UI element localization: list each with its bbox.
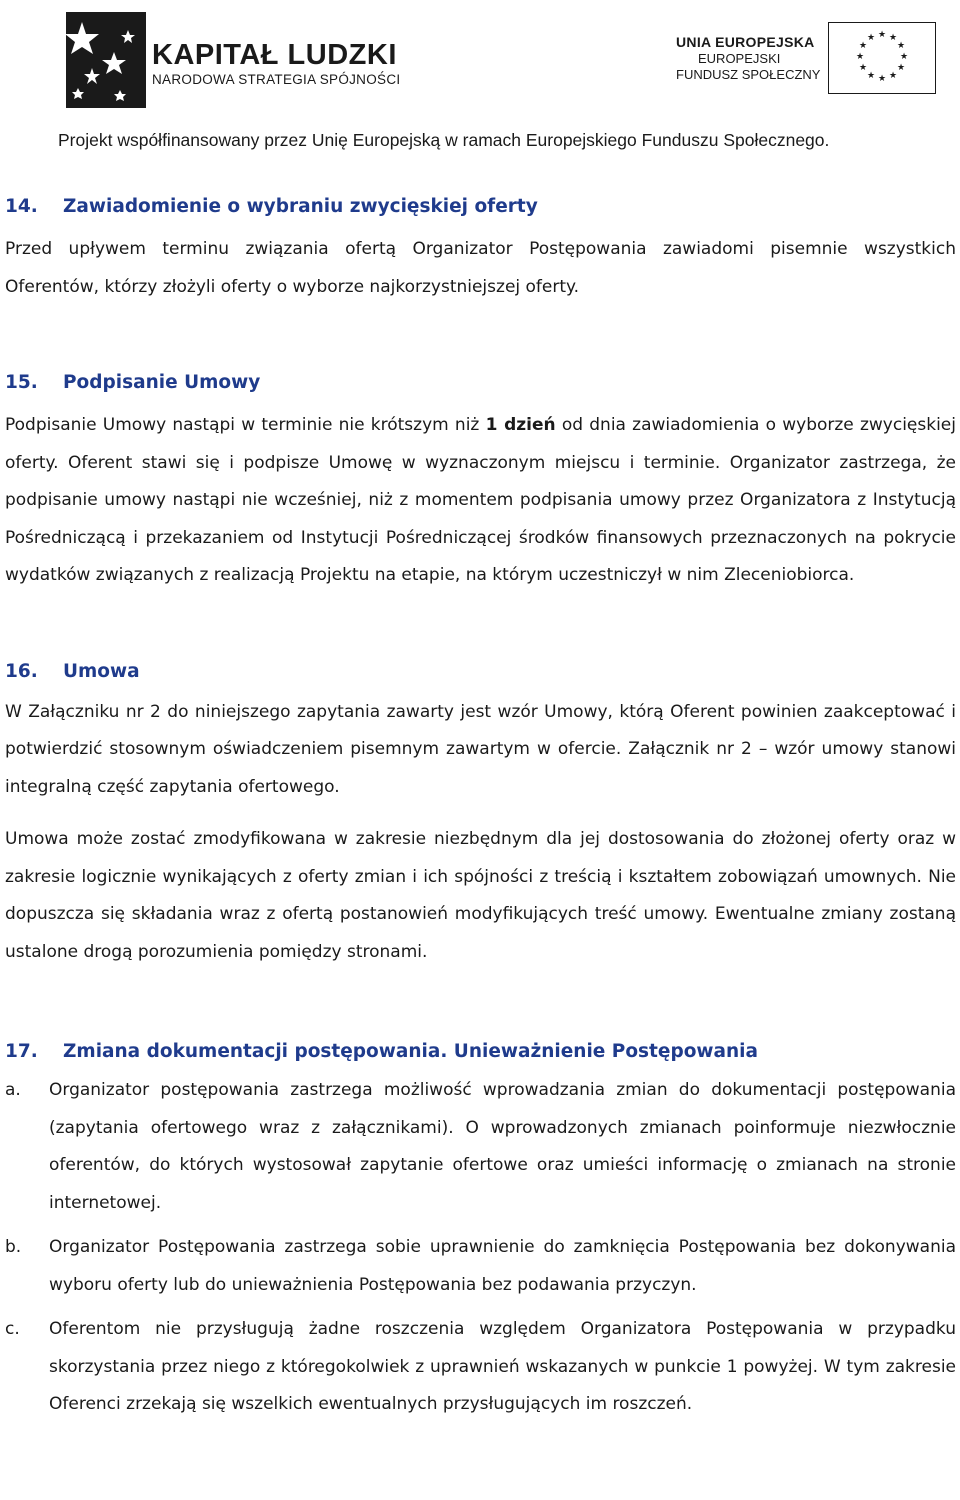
section-title: Podpisanie Umowy <box>63 372 261 393</box>
eu-line1: UNIA EUROPEJSKA <box>676 34 815 50</box>
text-run: Podpisanie Umowy nastąpi w terminie nie krótszym niż <box>5 415 486 435</box>
kapital-ludzki-logo-icon <box>62 12 146 108</box>
list-item <box>5 1311 956 1424</box>
section-16-paragraph-1: W Załączniku nr 2 do niniejszego zapytania zawarty jest wzór Umowy, którą Oferent powinien zaakceptować i potwierdzić stosownym oświadczeniem pisemnym zawartym w ofercie. Załącznik nr 2 – wzór umowy stanowi integralną część zapytania ofertowego. <box>5 701 956 797</box>
kapital-ludzki-wordmark <box>152 40 400 87</box>
eu-flag-icon <box>828 22 936 94</box>
svg-text:★: ★ <box>899 52 909 62</box>
svg-text:★: ★ <box>858 41 868 51</box>
svg-text:★: ★ <box>888 33 898 43</box>
svg-text:★: ★ <box>866 33 876 43</box>
svg-text:★: ★ <box>896 41 906 51</box>
section-15-paragraph <box>5 407 956 595</box>
section-number: 17. <box>5 1041 38 1062</box>
list-item-text: Organizator Postępowania zastrzega sobie uprawnienie do zamknięcia Postępowania bez dokonywania wyboru oferty lub do unieważnienia Postępowania bez podawania przyczyn. <box>49 1237 956 1295</box>
eu-line2: EUROPEJSKI <box>698 51 781 66</box>
list-item <box>5 1229 956 1304</box>
list-item-label: a. <box>5 1080 21 1100</box>
bold-term: 1 dzień <box>485 415 556 435</box>
list-item <box>5 1072 956 1222</box>
eu-line3: FUNDUSZ SPOŁECZNY <box>676 67 821 82</box>
section-number: 16. <box>5 660 38 682</box>
section-number: 15. <box>5 372 38 393</box>
section-14-paragraph: Przed upływem terminu związania ofertą Organizator Postępowania zawiadomi pisemnie wszystkich Oferentów, którzy złożyli oferty o wyborze najkorzystniejszej oferty. <box>5 239 956 297</box>
svg-text:★: ★ <box>855 52 865 62</box>
document-body <box>5 190 956 1424</box>
header-caption: Projekt współfinansowany przez Unię Europejską w ramach Europejskiego Funduszu Społecznego. <box>58 130 830 150</box>
section-number: 14. <box>5 196 38 217</box>
eu-wordmark <box>676 34 820 83</box>
section-title: Zmiana dokumentacji postępowania. Unieważnienie Postępowania <box>63 1041 758 1062</box>
list-item-text: Oferentom nie przysługują żadne roszczenia względem Organizatora Postępowania w przypadku skorzystania przez niego z któregokolwiek z uprawnień wskazanych w punkcie 1 powyżej. W tym zakresie Oferenci zrzekają się wszelkich ewentualnych przysługujących im roszczeń. <box>49 1319 956 1414</box>
section-17-heading <box>5 1041 956 1062</box>
list-item-label: b. <box>5 1237 22 1257</box>
section-15-heading <box>5 372 956 393</box>
svg-text:★: ★ <box>866 71 876 81</box>
svg-text:★: ★ <box>888 71 898 81</box>
list-item-text: Organizator postępowania zastrzega możliwość wprowadzania zmian do dokumentacji postępowania (zapytania ofertowego wraz z załącznikami). O wprowadzonych zmianach poinformuje niezwłocznie oferentów, do których wystosował zapytanie ofertowe oraz umieści informację o zmianach na stronie internetowej. <box>49 1080 956 1213</box>
text-run: od dnia zawiadomienia o wyborze zwycięskiej oferty. Oferent stawi się i podpisze Umowę w wyznaczonym miejscu i terminie. Organizator zastrzega, że podpisanie umowy nastąpi nie wcześniej, niż z momentem podpisania umowy przez Organizatora z Instytucją Pośredniczącą i przekazaniem od Instytucji Pośredniczącej środków finansowych przeznaczonych na pokrycie wydatków związanych z realizacją Projektu na etapie, na którym uczestniczył w nim Zleceniobiorca. <box>5 415 956 585</box>
section-title: Zawiadomienie o wybraniu zwycięskiej oferty <box>63 196 538 217</box>
section-16-heading <box>5 661 956 682</box>
section-title: Umowa <box>63 660 140 682</box>
svg-text:★: ★ <box>877 74 887 84</box>
logo-title: KAPITAŁ LUDZKI <box>152 39 397 71</box>
svg-text:★: ★ <box>896 63 906 73</box>
section-16-paragraph-2: Umowa może zostać zmodyfikowana w zakresie niezbędnym dla jej dostosowania do złożonej oferty oraz w zakresie logicznie wynikających z oferty zmian i ich spójności z treścią i kształtem zobowiązań umownych. Nie dopuszcza się składania wraz z ofertą postanowień modyfikujących treść umowy. Ewentualne zmiany zostaną ustalone drogą porozumienia pomiędzy stronami. <box>5 829 956 962</box>
section-14-heading <box>5 196 956 217</box>
logo-subtitle: NARODOWA STRATEGIA SPÓJNOŚCI <box>152 72 401 87</box>
svg-text:★: ★ <box>877 30 887 40</box>
svg-text:★: ★ <box>858 63 868 73</box>
list-item-label: c. <box>5 1319 20 1339</box>
page-header <box>0 0 960 165</box>
